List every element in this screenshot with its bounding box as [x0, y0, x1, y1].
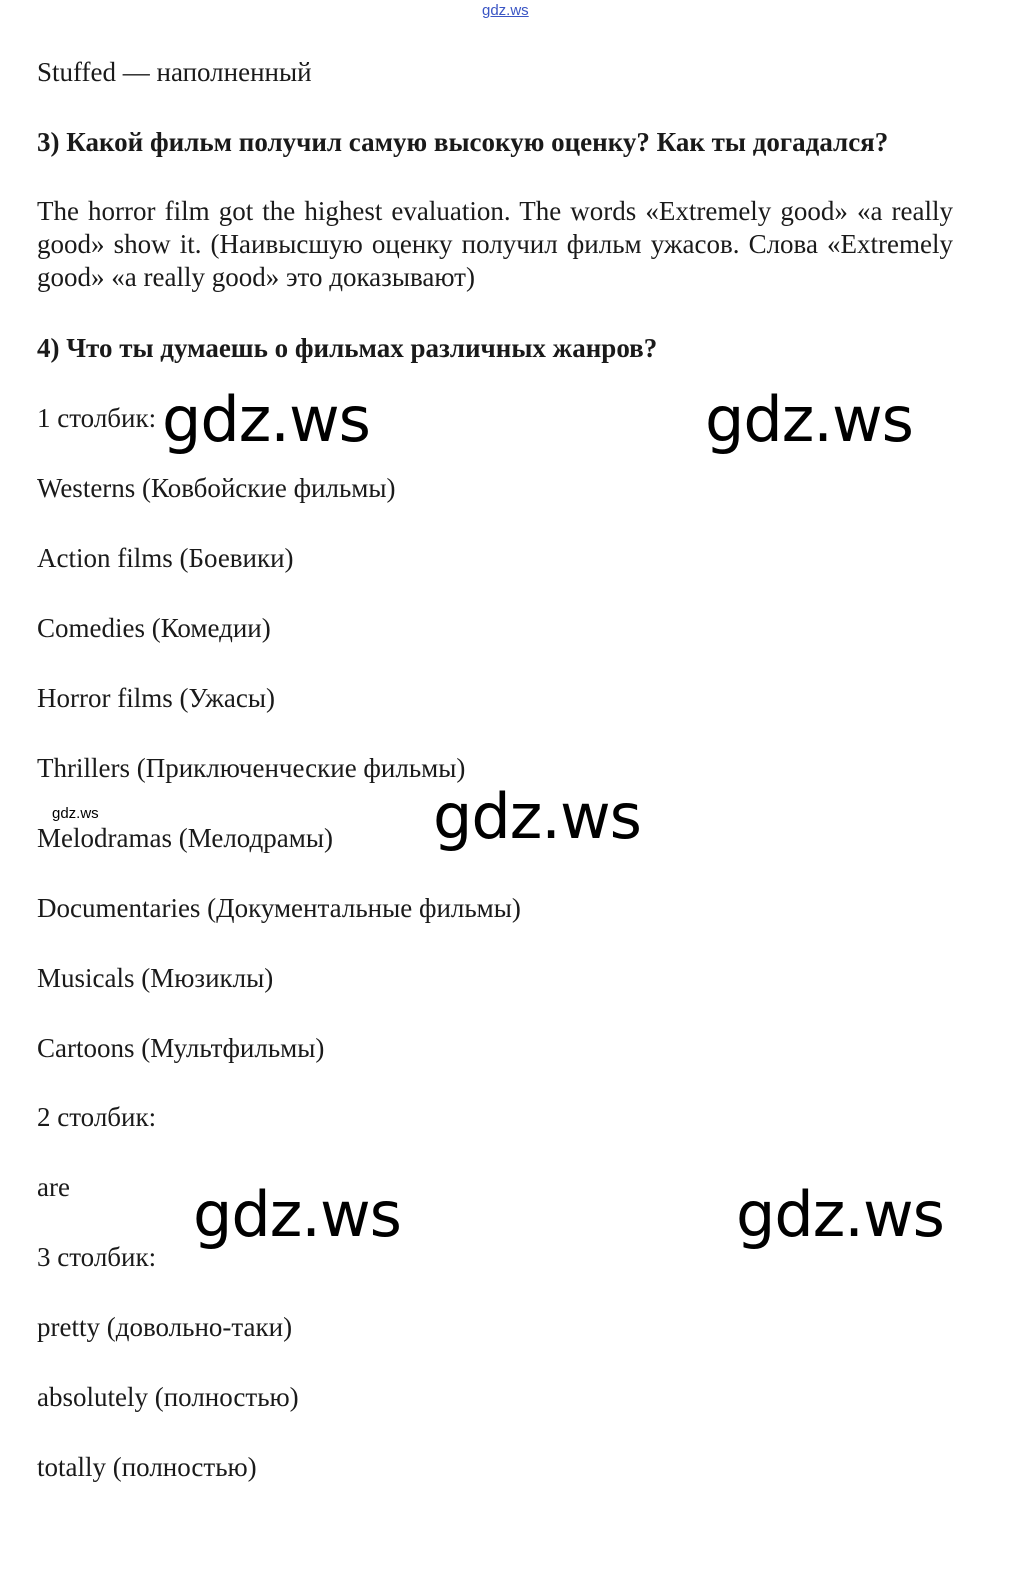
- question-3: 3) Какой фильм получил самую высокую оценку? Как ты догадался?: [37, 127, 889, 157]
- verb-item: are: [37, 1172, 70, 1202]
- adverb-item: totally (полностью): [37, 1452, 257, 1482]
- genre-item: Cartoons (Мультфильмы): [37, 1033, 325, 1063]
- genre-item: Westerns (Ковбойские фильмы): [37, 473, 396, 503]
- genre-item: Action films (Боевики): [37, 543, 294, 573]
- column-1-label: 1 столбик:: [37, 403, 157, 433]
- genre-item: Documentaries (Документальные фильмы): [37, 893, 521, 923]
- question-4: 4) Что ты думаешь о фильмах различных жанров?: [37, 333, 658, 363]
- watermark-logo: gdz.ws: [162, 383, 370, 456]
- genre-item: Horror films (Ужасы): [37, 683, 275, 713]
- stuffed-line: Stuffed — наполненный: [37, 57, 312, 87]
- genre-item: Thrillers (Приключенческие фильмы): [37, 753, 466, 783]
- genre-item: Musicals (Мюзиклы): [37, 963, 274, 993]
- column-2-label: 2 столбик:: [37, 1102, 157, 1132]
- watermark-logo: gdz.ws: [433, 780, 641, 853]
- adverb-item: pretty (довольно-таки): [37, 1312, 293, 1342]
- genre-item: Melodramas (Мелодрамы): [37, 823, 333, 853]
- watermark-small: gdz.ws: [52, 805, 99, 822]
- watermark-logo: gdz.ws: [736, 1178, 944, 1251]
- watermark-logo: gdz.ws: [705, 383, 913, 456]
- genre-item: Comedies (Комедии): [37, 613, 271, 643]
- answer-3: The horror film got the highest evaluation. The words «Extremely good» «a really good» show it. (Наивысшую оценку получил фильм ужасов. Слова «Extremely good» «a really good» это доказывают): [37, 196, 953, 292]
- watermark-top-link[interactable]: gdz.ws: [482, 2, 529, 19]
- watermark-logo: gdz.ws: [193, 1178, 401, 1251]
- column-3-label: 3 столбик:: [37, 1242, 157, 1272]
- adverb-item: absolutely (полностью): [37, 1382, 299, 1412]
